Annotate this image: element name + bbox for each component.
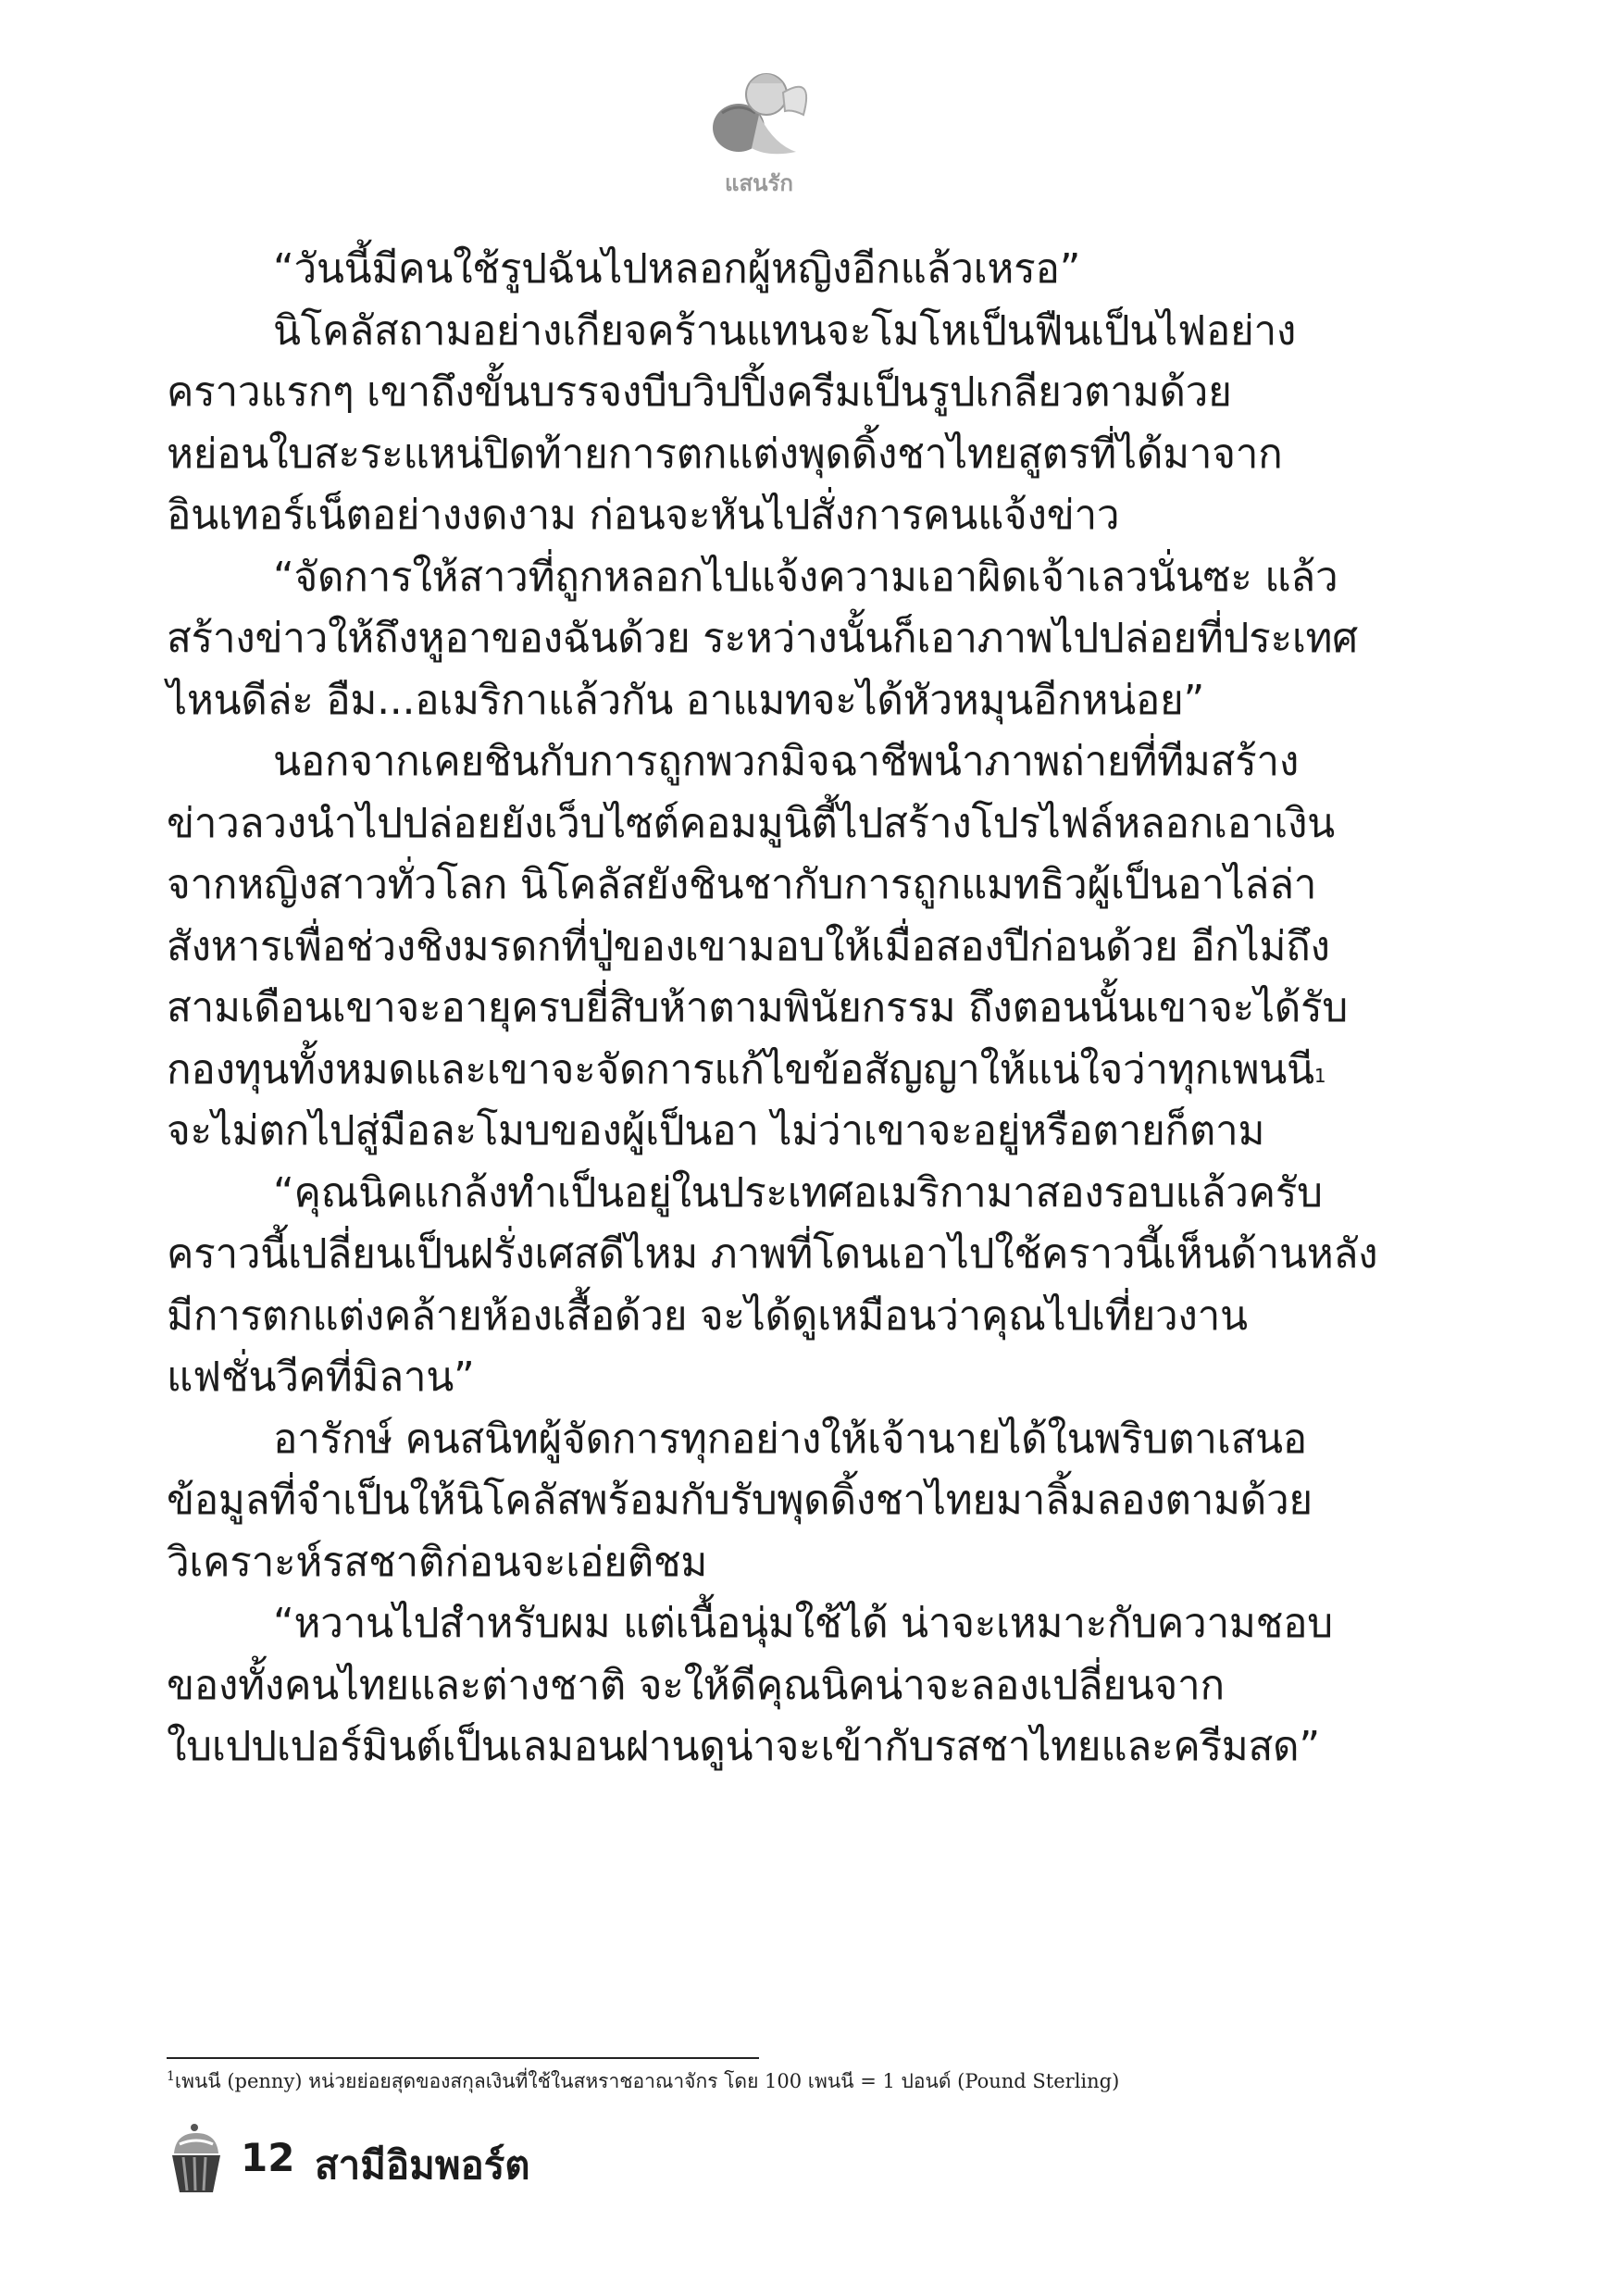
text-line: ไหนดีล่ะ อืม...อเมริกาแล้วกัน อาแมทจะได้หัวหมุนอีกหน่อย” — [167, 676, 1205, 724]
cupid-logo-icon — [685, 56, 833, 167]
text-line: หย่อนใบสะระแหน่ปิดท้ายการตกแต่งพุดดิ้งชาไทยสูตรที่ได้มาจาก — [167, 430, 1283, 478]
page-footer — [167, 2120, 815, 2194]
text-line: สังหารเพื่อช่วงชิงมรดกที่ปู่ของเขามอบให้เมื่อสองปีก่อนด้วย อีกไม่ถึง — [167, 922, 1330, 970]
publisher-logo — [685, 56, 833, 196]
footnote — [167, 2066, 1388, 2097]
text-line: กองทุนทั้งหมดและเขาจะจัดการแก้ไขข้อสัญญาให้แน่ใจว่าทุกเพนนี$^1$ — [167, 1045, 1326, 1093]
text-line: “วันนี้มีคนใช้รูปฉันไปหลอกผู้หญิงอีกแล้วเหรอ” — [273, 245, 1081, 293]
text-line: สร้างข่าวให้ถึงหูอาของฉันด้วย ระหว่างนั้นก็เอาภาพไปปล่อยที่ประเทศ — [167, 615, 1358, 662]
text-line: นอกจากเคยชินกับการถูกพวกมิจฉาชีพนำภาพถ่ายที่ทีมสร้าง — [273, 738, 1300, 785]
text-line: คราวแรกๆ เขาถึงขั้นบรรจงบีบวิปปิ้งครีมเป็นรูปเกลียวตามด้วย — [167, 368, 1232, 416]
text-line: วิเคราะห์รสชาติก่อนจะเอ่ยติชม — [167, 1538, 708, 1586]
text-line: “จัดการให้สาวที่ถูกหลอกไปแจ้งความเอาผิดเจ้าเลวนั่นซะ แล้ว — [273, 553, 1338, 601]
footnote-text: เพนนี (penny) หน่วยย่อยสุดของสกุลเงินที่ใช้ในสหราชอาณาจักร โดย 100 เพนนี = 1 ปอนด์ (Pound Sterling) — [174, 2070, 1120, 2092]
body-text — [167, 239, 1378, 1778]
text-line: แฟชั่นวีคที่มิลาน” — [167, 1354, 475, 1401]
text-line: สามเดือนเขาจะอายุครบยี่สิบห้าตามพินัยกรรม ถึงตอนนั้นเขาจะได้รับ — [167, 984, 1349, 1031]
text-line: จะไม่ตกไปสู่มือละโมบของผู้เป็นอา ไม่ว่าเขาจะอยู่หรือตายก็ตาม — [167, 1107, 1265, 1154]
text-line: ใบเปปเปอร์มินต์เป็นเลมอนฝานดูน่าจะเข้ากับรสชาไทยและครีมสด” — [167, 1723, 1320, 1770]
text-line: ข่าวลวงนำไปปล่อยยังเว็บไซต์คอมมูนิตี้ไปสร้างโปรไฟล์หลอกเอาเงิน — [167, 799, 1335, 847]
text-line: ของทั้งคนไทยและต่างชาติ จะให้ดีคุณนิคน่าจะลองเปลี่ยนจาก — [167, 1661, 1225, 1709]
text-line: มีการตกแต่งคล้ายห้องเสื้อด้วย จะได้ดูเหมือนว่าคุณไปเที่ยวงาน — [167, 1292, 1248, 1340]
text-line: นิโคลัสถามอย่างเกียจคร้านแทนจะโมโหเป็นฟืนเป็นไฟอย่าง — [273, 306, 1297, 355]
text-line: จากหญิงสาวทั่วโลก นิโคลัสยังชินชากับการถูกแมทธิวผู้เป็นอาไล่ล่า — [167, 861, 1317, 908]
text-line: “หวานไปสำหรับผม แต่เนื้อนุ่มใช้ได้ น่าจะเหมาะกับความชอบ — [273, 1600, 1333, 1647]
page-number: 12 — [241, 2135, 295, 2180]
text-line: คราวนี้เปลี่ยนเป็นฝรั่งเศสดีไหม ภาพที่โดนเอาไปใช้คราวนี้เห็นด้านหลัง — [167, 1230, 1378, 1278]
logo-text: แสนรัก — [725, 170, 793, 196]
book-title: สามีอิมพอร์ต — [315, 2142, 530, 2188]
text-line: “คุณนิคแกล้งทำเป็นอยู่ในประเทศอเมริกามาสองรอบแล้วครับ — [273, 1168, 1323, 1217]
footnote-divider — [167, 2057, 759, 2059]
text-line: อินเทอร์เน็ตอย่างงดงาม ก่อนจะหันไปสั่งการคนแจ้งข่าว — [167, 492, 1120, 539]
cupcake-icon — [167, 2120, 226, 2194]
footnote-marker: 1 — [167, 2069, 175, 2084]
text-line: ข้อมูลที่จำเป็นให้นิโคลัสพร้อมกับรับพุดดิ้งชาไทยมาลิ้มลองตามด้วย — [167, 1477, 1313, 1524]
footnote-reference: 1 — [1313, 1064, 1326, 1087]
text-line: อารักษ์ คนสนิทผู้จัดการทุกอย่างให้เจ้านายได้ในพริบตาเสนอ — [273, 1415, 1307, 1463]
